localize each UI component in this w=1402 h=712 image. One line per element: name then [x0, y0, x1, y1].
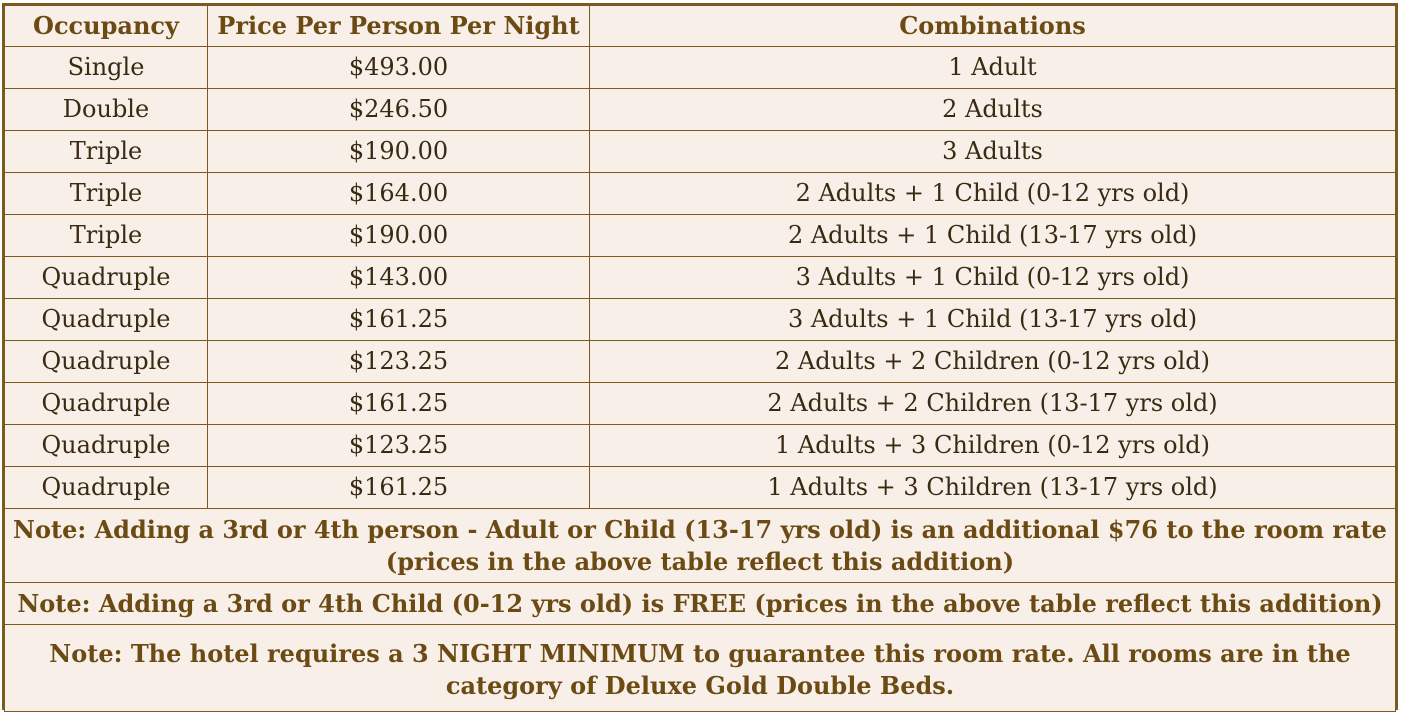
table-row	[5, 467, 1396, 509]
table-row	[5, 131, 1396, 173]
table-header-row	[5, 6, 1396, 47]
cell-combination: 2 Adults + 1 Child (0-12 yrs old)	[590, 173, 1396, 215]
cell-occupancy: Triple	[5, 215, 208, 257]
note-night-minimum	[5, 625, 1396, 712]
cell-price: $190.00	[208, 131, 590, 173]
cell-occupancy: Triple	[5, 131, 208, 173]
cell-combination: 3 Adults + 1 Child (13-17 yrs old)	[590, 299, 1396, 341]
table-row	[5, 215, 1396, 257]
header-combinations: Combinations	[590, 6, 1396, 47]
table-row	[5, 173, 1396, 215]
cell-combination: 2 Adults + 1 Child (13-17 yrs old)	[590, 215, 1396, 257]
cell-combination: 1 Adults + 3 Children (0-12 yrs old)	[590, 425, 1396, 467]
note-free-child: Note: Adding a 3rd or 4th Child (0-12 yrs old) is FREE (prices in the above table reflect this addition)	[5, 583, 1396, 625]
cell-occupancy: Quadruple	[5, 425, 208, 467]
cell-price: $123.25	[208, 425, 590, 467]
cell-occupancy: Triple	[5, 173, 208, 215]
cell-combination: 3 Adults	[590, 131, 1396, 173]
cell-price: $190.00	[208, 215, 590, 257]
cell-combination: 3 Adults + 1 Child (0-12 yrs old)	[590, 257, 1396, 299]
note-additional-person-line1: Note: Adding a 3rd or 4th person - Adult or Child (13-17 yrs old) is an additional $76 to the room rate	[13, 514, 1387, 544]
cell-occupancy: Double	[5, 89, 208, 131]
cell-price: $164.00	[208, 173, 590, 215]
table-row	[5, 299, 1396, 341]
header-price-per-person: Price Per Person Per Night	[208, 6, 590, 47]
room-rates-table-container	[2, 3, 1398, 710]
cell-occupancy: Quadruple	[5, 467, 208, 509]
note-night-minimum-line1: Note: The hotel requires a 3 NIGHT MINIMUM to guarantee this room rate. All rooms are in the	[49, 639, 1351, 669]
cell-price: $143.00	[208, 257, 590, 299]
cell-occupancy: Single	[5, 47, 208, 89]
cell-price: $161.25	[208, 467, 590, 509]
cell-combination: 2 Adults + 2 Children (0-12 yrs old)	[590, 341, 1396, 383]
note-additional-person-line2: (prices in the above table reflect this addition)	[385, 546, 1015, 576]
cell-price: $161.25	[208, 299, 590, 341]
table-row	[5, 257, 1396, 299]
room-rates-table	[4, 5, 1396, 712]
cell-combination: 2 Adults + 2 Children (13-17 yrs old)	[590, 383, 1396, 425]
cell-price: $493.00	[208, 47, 590, 89]
cell-price: $161.25	[208, 383, 590, 425]
note-night-minimum-line2: category of Deluxe Gold Double Beds.	[445, 671, 955, 700]
table-row	[5, 89, 1396, 131]
cell-occupancy: Quadruple	[5, 341, 208, 383]
cell-price: $123.25	[208, 341, 590, 383]
note-additional-person	[5, 509, 1396, 583]
note-row-additional-person	[5, 509, 1396, 583]
cell-occupancy: Quadruple	[5, 299, 208, 341]
table-row	[5, 425, 1396, 467]
header-occupancy: Occupancy	[5, 6, 208, 47]
cell-combination: 1 Adults + 3 Children (13-17 yrs old)	[590, 467, 1396, 509]
cell-occupancy: Quadruple	[5, 257, 208, 299]
table-row	[5, 341, 1396, 383]
cell-combination: 1 Adult	[590, 47, 1396, 89]
cell-combination: 2 Adults	[590, 89, 1396, 131]
cell-price: $246.50	[208, 89, 590, 131]
table-row	[5, 47, 1396, 89]
note-row-free-child	[5, 583, 1396, 625]
cell-occupancy: Quadruple	[5, 383, 208, 425]
note-row-night-minimum	[5, 625, 1396, 712]
table-row	[5, 383, 1396, 425]
